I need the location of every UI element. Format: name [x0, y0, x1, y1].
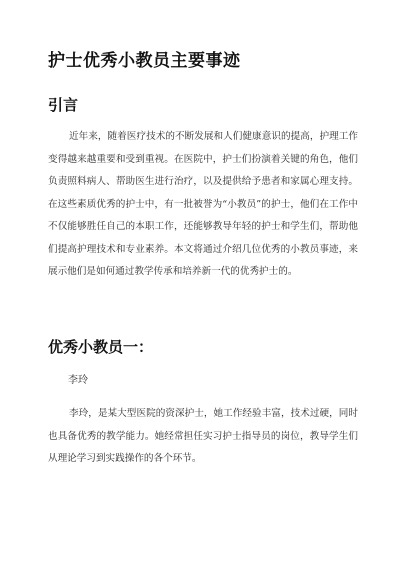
teacher1-heading: 优秀小教员一： [48, 338, 154, 356]
intro-heading: 引言 [48, 96, 79, 114]
intro-paragraph: 近年来，随着医疗技术的不断发展和人们健康意识的提高，护理工作变得越来越重要和受到重视。在医院中，护士们扮演着关键的角色，他们负责照料病人、帮助医生进行治疗，以及提供给予患者和家属心理支持。在这些素质优秀的护士中，有一批被誉为“小教员”的护士，他们在工作中不仅能够胜任自己的本职工作，还能够教导年轻的护士和学生们，帮助他们提高护理技术和专业素养。本文将通过介绍几位优秀的小教员事迹，来展示他们是如何通过教学传承和培养新一代的优秀护士的。 [48, 131, 358, 277]
teacher1-name: 李玲 [68, 375, 88, 386]
document-title: 护士优秀小教员主要事迹 [48, 51, 241, 71]
teacher1-paragraph: 李玲，是某大型医院的资深护士，她工作经验丰富，技术过硬，同时也具备优秀的教学能力。她经常担任实习护士指导员的岗位，教导学生们从理论学习到实践操作的各个环节。 [48, 408, 358, 464]
